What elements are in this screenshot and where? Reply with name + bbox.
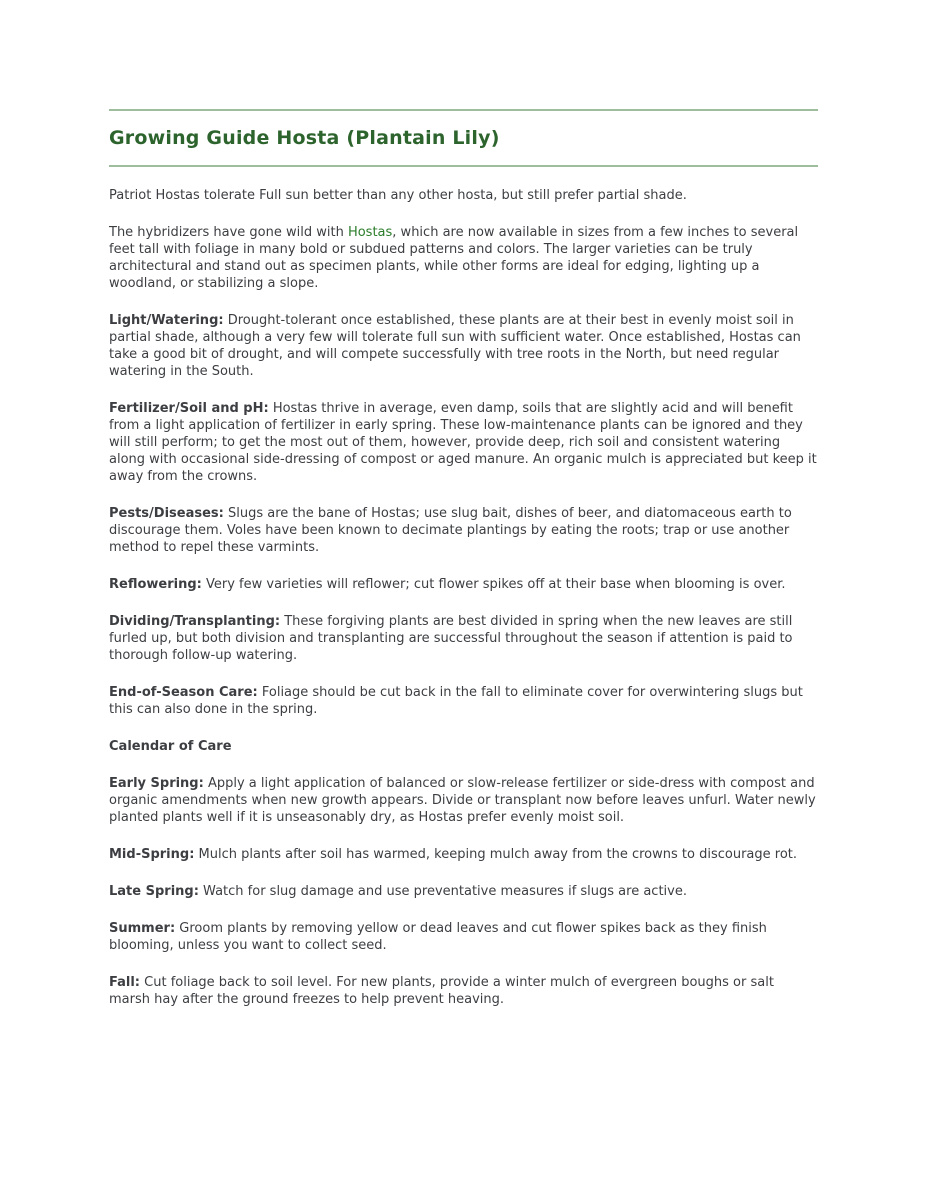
section-text: Slugs are the bane of Hostas; use slug bait, dishes of beer, and diatomaceous earth to discourage them. Voles have been known to decimate plantings by eating the roots; trap or use another method to repel these varmints. [109,506,792,555]
calendar-summer [109,920,818,954]
section-label: End-of-Season Care: [109,685,258,700]
section-end-of-season-care [109,684,818,718]
calendar-mid-spring [109,846,818,863]
section-text: Very few varieties will reflower; cut flower spikes off at their base when blooming is over. [201,577,786,592]
intro-text: Patriot Hostas tolerate Full sun better than any other hosta, but still prefer partial shade. [109,188,687,203]
calendar-early-spring [109,775,818,826]
calendar-fall [109,974,818,1008]
calendar-late-spring [109,883,818,900]
section-light-watering [109,312,818,380]
calendar-label: Summer: [109,921,176,936]
section-label: Light/Watering: [109,313,224,328]
calendar-label: Fall: [109,975,141,990]
calendar-text: Watch for slug damage and use preventative measures if slugs are active. [198,884,687,899]
hostas-link[interactable]: Hostas [347,225,393,240]
calendar-label: Late Spring: [109,884,199,899]
calendar-label: Mid-Spring: [109,847,195,862]
section-text: Foliage should be cut back in the fall to eliminate cover for overwintering slugs but this can also done in the spring. [109,685,803,717]
section-pests-diseases [109,505,818,556]
section-label: Fertilizer/Soil and pH: [109,401,269,416]
intro-paragraph [109,187,818,204]
overview-paragraph [109,224,818,292]
overview-text-after: , which are now available in sizes from a few inches to several feet tall with foliage in many bold or subdued patterns and colors. The larger varieties can be truly architectural and stand out as specimen plants, while other forms are ideal for edging, lighting up a woodland, or stabilizing a slope. [109,225,799,291]
calendar-heading [109,738,818,755]
section-dividing-transplanting [109,613,818,664]
section-label: Reflowering: [109,577,202,592]
page-title: Growing Guide Hosta (Plantain Lily) [109,127,500,149]
section-text: These forgiving plants are best divided in spring when the new leaves are still furled up, but both division and transplanting are successful throughout the season if attention is paid to thorough follow-up watering. [109,614,793,663]
section-text: Hostas thrive in average, even damp, soils that are slightly acid and will benefit from a light application of fertilizer in early spring. These low-maintenance plants can be ignored and they will still perform; to get the most out of them, however, provide deep, rich soil and consistent watering along with occasional side-dressing of compost or aged manure. An organic mulch is appreciated but keep it away from the crowns. [109,401,817,484]
top-divider [109,109,818,111]
section-label: Pests/Diseases: [109,506,224,521]
calendar-text: Groom plants by removing yellow or dead leaves and cut flower spikes back as they finish blooming, unless you want to collect seed. [109,921,767,953]
section-label: Dividing/Transplanting: [109,614,281,629]
title-divider [109,165,818,167]
calendar-text: Mulch plants after soil has warmed, keeping mulch away from the crowns to discourage rot. [194,847,798,862]
calendar-text: Apply a light application of balanced or slow-release fertilizer or side-dress with compost and organic amendments when new growth appears. Divide or transplant now before leaves unfurl. Water newly planted plants well if it is unseasonably dry, as Hostas prefer evenly moist soil. [109,776,816,825]
calendar-text: Cut foliage back to soil level. For new plants, provide a winter mulch of evergreen boughs or salt marsh hay after the ground freezes to help prevent heaving. [109,975,774,1007]
section-fertilizer-soil-ph [109,400,818,485]
calendar-heading-text: Calendar of Care [109,739,232,754]
overview-text-before: The hybridizers have gone wild with [109,225,348,240]
calendar-label: Early Spring: [109,776,204,791]
section-text: Drought-tolerant once established, these plants are at their best in evenly moist soil in partial shade, although a very few will tolerate full sun with sufficient water. Once established, Hostas can take a good bit of drought, and will compete successfully with tree roots in the North, but need regular watering in the South. [109,313,801,379]
section-reflowering [109,576,818,593]
